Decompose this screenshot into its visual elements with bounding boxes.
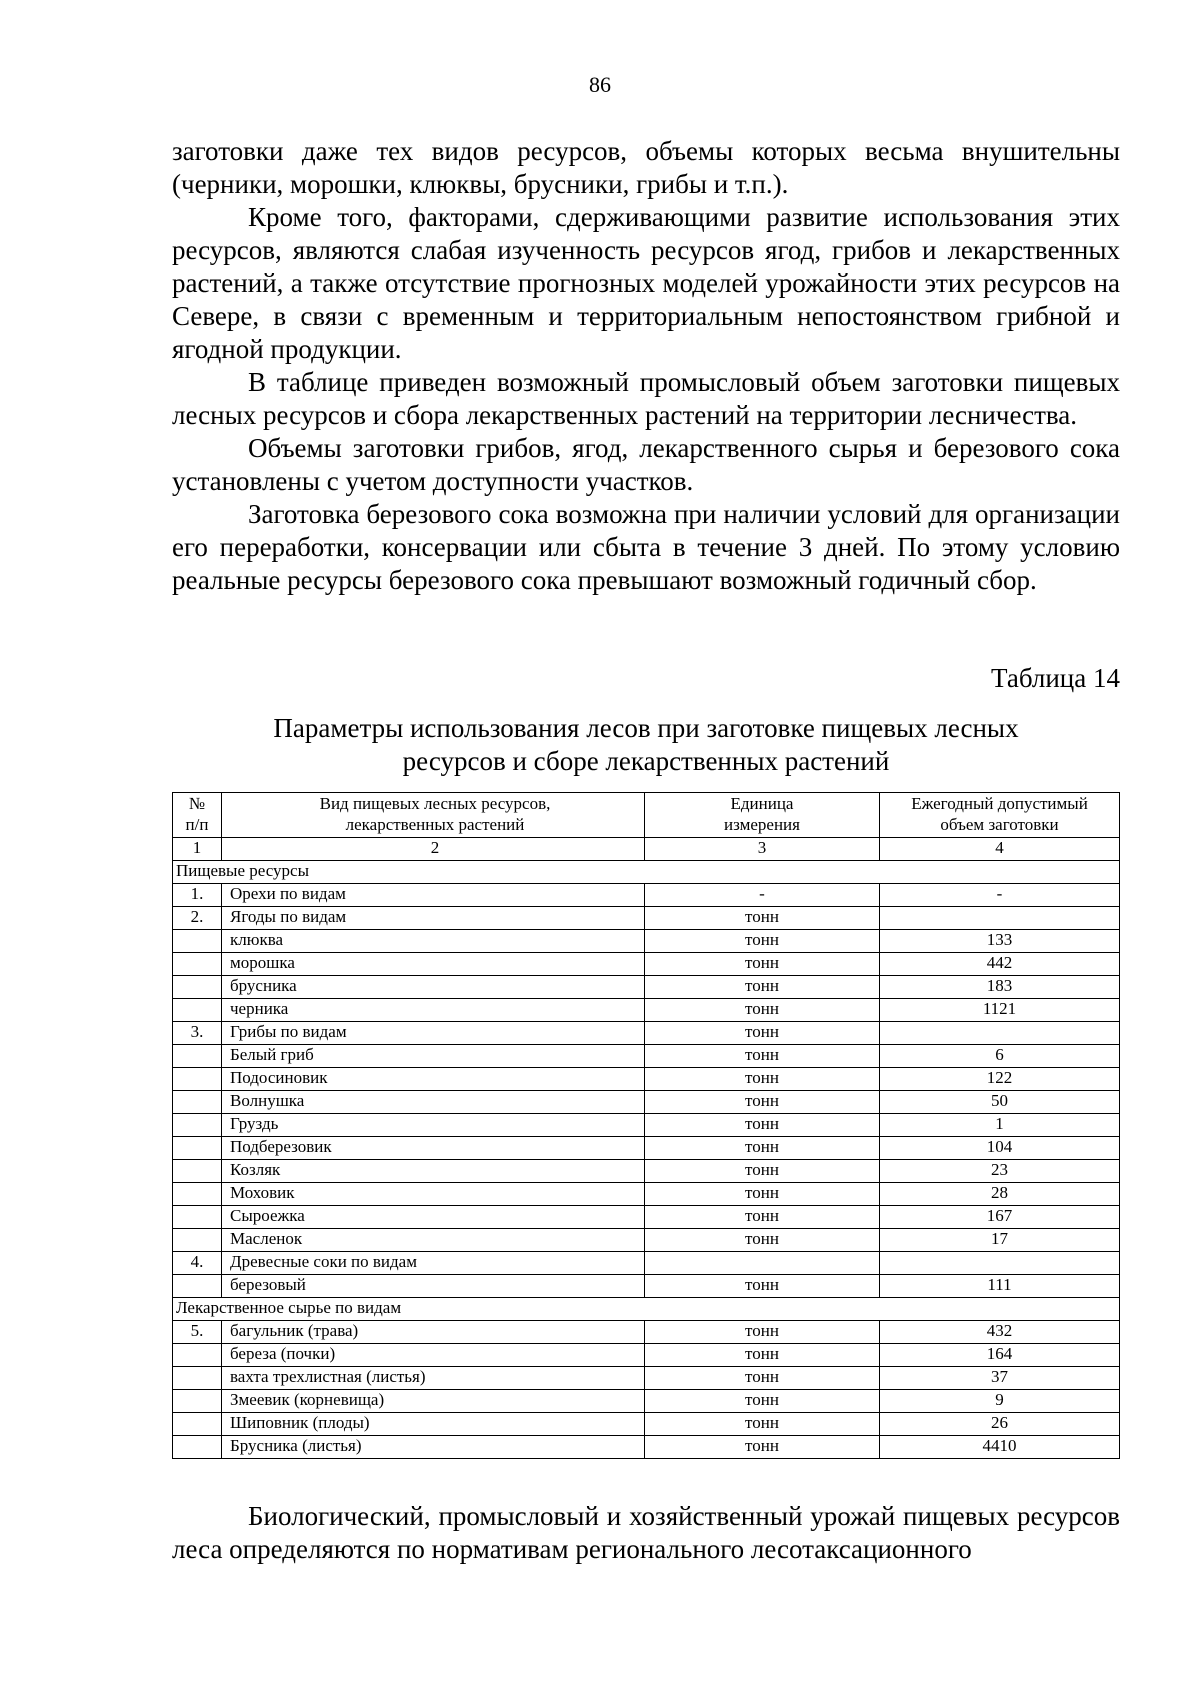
- table-label: Таблица 14: [991, 663, 1120, 693]
- header-kind-line: Вид пищевых лесных ресурсов,: [319, 794, 551, 813]
- row-number: [173, 930, 222, 953]
- paragraph: Объемы заготовки грибов, ягод, лекарственного сырья и березового сока установлены с учетом доступности участков.: [172, 433, 1120, 496]
- row-number: [173, 1344, 222, 1367]
- volume-cell: 122: [880, 1068, 1120, 1091]
- header-volume-line: объем заготовки: [940, 815, 1059, 834]
- table-title-line: Параметры использования лесов при заготовке пищевых лесных: [273, 713, 1019, 743]
- row-number: [173, 1160, 222, 1183]
- unit-cell: тонн: [645, 1183, 880, 1206]
- paragraph: В таблице приведен возможный промысловый объем заготовки пищевых лесных ресурсов и сбора лекарственных растений на территории лесничества.: [172, 367, 1120, 430]
- row-number: [173, 1275, 222, 1298]
- table-section-row: [173, 1298, 1120, 1321]
- resource-name: Подосиновик: [222, 1068, 645, 1091]
- row-number: [173, 1413, 222, 1436]
- volume-cell: 432: [880, 1321, 1120, 1344]
- resource-name: вахта трехлистная (листья): [222, 1367, 645, 1390]
- table-row: [173, 1321, 1120, 1344]
- table-row: [173, 930, 1120, 953]
- table-row: [173, 999, 1120, 1022]
- table-row: [173, 884, 1120, 907]
- header-no-line: п/п: [185, 815, 209, 834]
- unit-cell: тонн: [645, 999, 880, 1022]
- volume-cell: 4410: [880, 1436, 1120, 1459]
- table-section-row: [173, 861, 1120, 884]
- paragraph: Кроме того, факторами, сдерживающими развитие использования этих ресурсов, являются слабая изученность ресурсов ягод, грибов и лекарственных растений, а также отсутствие прогнозных моделей урожайности этих ресурсов на Севере, в связи с временным и территориальным непостоянством грибной и ягодной продукции.: [172, 202, 1120, 364]
- row-number: 3.: [173, 1022, 222, 1045]
- volume-cell: 37: [880, 1367, 1120, 1390]
- resource-name: Орехи по видам: [222, 884, 645, 907]
- resource-name: березовый: [222, 1275, 645, 1298]
- volume-cell: 23: [880, 1160, 1120, 1183]
- column-number: 3: [645, 838, 880, 861]
- table-row: [173, 1275, 1120, 1298]
- table-row: [173, 1413, 1120, 1436]
- header-no-line: №: [188, 794, 206, 813]
- header-unit-line: измерения: [724, 815, 800, 834]
- table-row: [173, 953, 1120, 976]
- resource-name: Моховик: [222, 1183, 645, 1206]
- unit-cell: тонн: [645, 1068, 880, 1091]
- row-number: [173, 1390, 222, 1413]
- unit-cell: тонн: [645, 1436, 880, 1459]
- row-number: 2.: [173, 907, 222, 930]
- table-row: [173, 976, 1120, 999]
- unit-cell: -: [645, 884, 880, 907]
- resource-name: Ягоды по видам: [222, 907, 645, 930]
- volume-cell: 1121: [880, 999, 1120, 1022]
- row-number: [173, 953, 222, 976]
- resource-name: береза (почки): [222, 1344, 645, 1367]
- row-number: 4.: [173, 1252, 222, 1275]
- resource-name: Волнушка: [222, 1091, 645, 1114]
- table-row: [173, 1183, 1120, 1206]
- row-number: 5.: [173, 1321, 222, 1344]
- paragraph: заготовки даже тех видов ресурсов, объемы которых весьма внушительны (черники, морошки, клюквы, брусники, грибы и т.п.).: [172, 136, 1120, 199]
- unit-cell: тонн: [645, 1045, 880, 1068]
- unit-cell: тонн: [645, 1022, 880, 1045]
- volume-cell: 1: [880, 1114, 1120, 1137]
- volume-cell: 50: [880, 1091, 1120, 1114]
- volume-cell: 442: [880, 953, 1120, 976]
- resources-table: [172, 792, 1120, 1459]
- table-row: [173, 1206, 1120, 1229]
- table-row: [173, 1229, 1120, 1252]
- unit-cell: тонн: [645, 1160, 880, 1183]
- body-text: [172, 135, 1120, 597]
- unit-cell: тонн: [645, 1114, 880, 1137]
- table-row: [173, 1091, 1120, 1114]
- unit-cell: [645, 1252, 880, 1275]
- row-number: [173, 1183, 222, 1206]
- table-row: [173, 1045, 1120, 1068]
- header-volume: [880, 793, 1120, 838]
- table-row: [173, 1137, 1120, 1160]
- unit-cell: тонн: [645, 1275, 880, 1298]
- section-title: Пищевые ресурсы: [173, 861, 1120, 884]
- volume-cell: 164: [880, 1344, 1120, 1367]
- section-title: Лекарственное сырье по видам: [173, 1298, 1120, 1321]
- volume-cell: 133: [880, 930, 1120, 953]
- unit-cell: тонн: [645, 930, 880, 953]
- resource-name: Грибы по видам: [222, 1022, 645, 1045]
- volume-cell: 26: [880, 1413, 1120, 1436]
- unit-cell: тонн: [645, 976, 880, 999]
- row-number: [173, 1045, 222, 1068]
- row-number: [173, 1091, 222, 1114]
- unit-cell: тонн: [645, 1321, 880, 1344]
- unit-cell: тонн: [645, 1229, 880, 1252]
- resource-name: Козляк: [222, 1160, 645, 1183]
- row-number: [173, 1367, 222, 1390]
- header-volume-line: Ежегодный допустимый: [911, 794, 1088, 813]
- resource-name: Сыроежка: [222, 1206, 645, 1229]
- table-row: [173, 1114, 1120, 1137]
- header-no: [173, 793, 222, 838]
- unit-cell: тонн: [645, 1390, 880, 1413]
- row-number: [173, 1436, 222, 1459]
- resource-name: Масленок: [222, 1229, 645, 1252]
- row-number: 1.: [173, 884, 222, 907]
- volume-cell: [880, 907, 1120, 930]
- column-number: 4: [880, 838, 1120, 861]
- paragraph: Биологический, промысловый и хозяйственный урожай пищевых ресурсов леса определяются по нормативам регионального лесотаксационного: [172, 1501, 1120, 1564]
- paragraph: Заготовка березового сока возможна при наличии условий для организации его переработки, консервации или сбыта в течение 3 дней. По этому условию реальные ресурсы березового сока превышают возможный годичный сбор.: [172, 499, 1120, 595]
- unit-cell: тонн: [645, 1413, 880, 1436]
- resource-name: багульник (трава): [222, 1321, 645, 1344]
- unit-cell: тонн: [645, 1367, 880, 1390]
- column-number-row: [173, 838, 1120, 861]
- unit-cell: тонн: [645, 1344, 880, 1367]
- resource-name: Шиповник (плоды): [222, 1413, 645, 1436]
- volume-cell: 183: [880, 976, 1120, 999]
- resource-name: Белый гриб: [222, 1045, 645, 1068]
- row-number: [173, 976, 222, 999]
- row-number: [173, 1114, 222, 1137]
- column-number: 1: [173, 838, 222, 861]
- volume-cell: 6: [880, 1045, 1120, 1068]
- volume-cell: 104: [880, 1137, 1120, 1160]
- resource-name: морошка: [222, 953, 645, 976]
- volume-cell: 167: [880, 1206, 1120, 1229]
- unit-cell: тонн: [645, 953, 880, 976]
- after-table-text: [172, 1500, 1120, 1566]
- table-row: [173, 1436, 1120, 1459]
- header-kind-line: лекарственных растений: [345, 815, 525, 834]
- unit-cell: тонн: [645, 1206, 880, 1229]
- resource-name: клюква: [222, 930, 645, 953]
- row-number: [173, 1206, 222, 1229]
- volume-cell: 9: [880, 1390, 1120, 1413]
- row-number: [173, 1229, 222, 1252]
- row-number: [173, 999, 222, 1022]
- resource-name: Древесные соки по видам: [222, 1252, 645, 1275]
- table-row: [173, 907, 1120, 930]
- table-row: [173, 1068, 1120, 1091]
- resource-name: Змеевик (корневища): [222, 1390, 645, 1413]
- table-row: [173, 1160, 1120, 1183]
- resource-name: брусника: [222, 976, 645, 999]
- volume-cell: [880, 1022, 1120, 1045]
- header-unit-line: Единица: [730, 794, 794, 813]
- resource-name: черника: [222, 999, 645, 1022]
- resource-name: Брусника (листья): [222, 1436, 645, 1459]
- table-header-row: [173, 793, 1120, 838]
- table-title-line: ресурсов и сборе лекарственных растений: [402, 746, 890, 776]
- row-number: [173, 1068, 222, 1091]
- resource-name: Груздь: [222, 1114, 645, 1137]
- row-number: [173, 1137, 222, 1160]
- table-row: [173, 1022, 1120, 1045]
- unit-cell: тонн: [645, 907, 880, 930]
- table-row: [173, 1344, 1120, 1367]
- unit-cell: тонн: [645, 1137, 880, 1160]
- table-row: [173, 1252, 1120, 1275]
- header-kind: [222, 793, 645, 838]
- unit-cell: тонн: [645, 1091, 880, 1114]
- header-unit: [645, 793, 880, 838]
- volume-cell: 28: [880, 1183, 1120, 1206]
- volume-cell: 111: [880, 1275, 1120, 1298]
- page-number: 86: [589, 72, 611, 97]
- volume-cell: [880, 1252, 1120, 1275]
- table-row: [173, 1390, 1120, 1413]
- column-number: 2: [222, 838, 645, 861]
- volume-cell: 17: [880, 1229, 1120, 1252]
- table-row: [173, 1367, 1120, 1390]
- volume-cell: -: [880, 884, 1120, 907]
- resource-name: Подберезовик: [222, 1137, 645, 1160]
- table-title: [172, 712, 1120, 778]
